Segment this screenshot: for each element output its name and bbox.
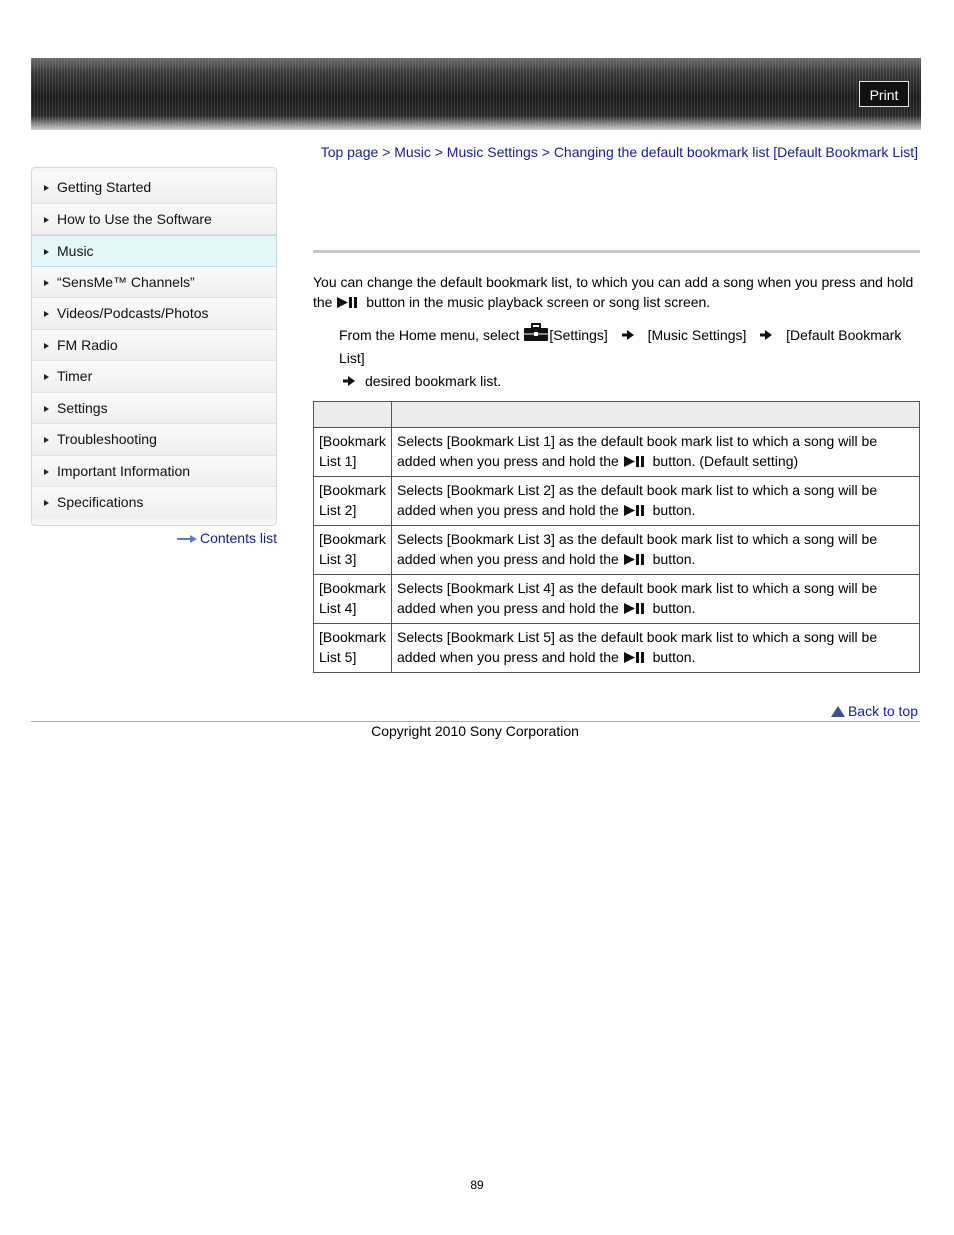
contents-arrow-icon (177, 535, 197, 543)
play-pause-icon (336, 296, 362, 309)
table-header-cell (314, 402, 392, 428)
back-to-top-link[interactable] (780, 703, 918, 719)
breadcrumb-separator: > (541, 144, 550, 160)
sidebar-item-label: How to Use the Software (57, 210, 212, 227)
sidebar-item-label: Videos/Podcasts/Photos (57, 305, 209, 321)
option-description-end: button. (652, 649, 696, 665)
triangle-bullet-icon (44, 249, 49, 255)
option-description-text: Selects [Bookmark List 2] as the default book mark list to which a song will be added when you press and hold the (397, 482, 878, 518)
sidebar-nav (31, 167, 277, 526)
option-name: [Bookmark List 4] (314, 575, 392, 624)
table-row (314, 624, 920, 673)
sidebar-item-label: Timer (57, 368, 93, 384)
table-header-cell (392, 402, 920, 428)
sidebar-item-getting-started[interactable] (32, 172, 276, 204)
title-divider (313, 250, 920, 253)
triangle-bullet-icon (44, 280, 49, 286)
contents-list-label: Contents list (199, 530, 277, 546)
copyright-text: Copyright 2010 Sony Corporation (371, 723, 579, 739)
sidebar-item-specifications[interactable] (32, 487, 276, 519)
option-name: [Bookmark List 2] (314, 477, 392, 526)
right-arrow-icon (622, 330, 634, 340)
table-header-row (314, 402, 920, 428)
option-description-end: button. (Default setting) (652, 453, 799, 469)
option-description (392, 624, 920, 673)
intro-text-2: button in the music playback screen or song list screen. (366, 294, 711, 310)
triangle-bullet-icon (44, 343, 49, 349)
sidebar-item-label: Music (57, 243, 94, 259)
option-description-text: Selects [Bookmark List 1] as the default book mark list to which a song will be added when you press and hold the (397, 433, 878, 469)
triangle-bullet-icon (44, 500, 49, 506)
play-pause-icon (623, 504, 649, 517)
sidebar-item-important-info[interactable] (32, 456, 276, 488)
triangle-bullet-icon (44, 469, 49, 475)
table-row (314, 477, 920, 526)
bookmark-options-table (313, 401, 920, 673)
header-banner (31, 58, 921, 130)
step-prefix: From the Home menu, select (339, 327, 520, 343)
sidebar-item-label: Troubleshooting (57, 431, 157, 447)
sidebar-item-label: “SensMe™ Channels” (57, 273, 195, 290)
option-description-end: button. (652, 502, 696, 518)
sidebar-item-sensme[interactable] (32, 267, 276, 299)
up-triangle-icon (831, 706, 845, 717)
triangle-bullet-icon (44, 374, 49, 380)
print-button[interactable]: Print (859, 81, 909, 107)
option-name: [Bookmark List 5] (314, 624, 392, 673)
play-pause-icon (623, 553, 649, 566)
breadcrumb-separator: > (434, 144, 443, 160)
option-description-text: Selects [Bookmark List 4] as the default book mark list to which a song will be added when you press and hold the (397, 580, 878, 616)
sidebar-item-settings[interactable] (32, 393, 276, 425)
option-description-end: button. (652, 600, 696, 616)
sidebar-item-label: Getting Started (57, 179, 152, 195)
contents-list-link[interactable] (170, 530, 277, 546)
option-description (392, 575, 920, 624)
option-description-text: Selects [Bookmark List 3] as the default book mark list to which a song will be added when you press and hold the (397, 531, 878, 567)
breadcrumb-music[interactable]: Music (394, 144, 431, 160)
step-default-bookmark: [Default Bookmark List] (339, 327, 902, 366)
triangle-bullet-icon (44, 311, 49, 317)
right-arrow-icon (343, 376, 355, 386)
breadcrumb-music-settings[interactable]: Music Settings (446, 144, 538, 160)
step-instructions (339, 323, 919, 393)
triangle-bullet-icon (44, 437, 49, 443)
breadcrumb-current[interactable]: Changing the default bookmark list [Default Bookmark List] (553, 144, 918, 160)
sidebar-item-music[interactable] (31, 235, 277, 267)
step-settings: [Settings] (549, 327, 608, 343)
triangle-bullet-icon (44, 185, 49, 191)
option-description (392, 526, 920, 575)
triangle-bullet-icon (44, 217, 49, 223)
play-pause-icon (623, 651, 649, 664)
breadcrumb-top-page[interactable]: Top page (320, 144, 379, 160)
page-number: 89 (470, 1178, 484, 1192)
option-description (392, 428, 920, 477)
option-description-end: button. (652, 551, 696, 567)
sidebar-item-fm-radio[interactable] (32, 330, 276, 362)
play-pause-icon (623, 602, 649, 615)
breadcrumb-separator: > (382, 144, 391, 160)
table-row (314, 526, 920, 575)
table-row (314, 575, 920, 624)
right-arrow-icon (760, 330, 772, 340)
sidebar-item-label: Important Information (57, 462, 191, 479)
option-description-text: Selects [Bookmark List 5] as the default book mark list to which a song will be added when you press and hold the (397, 629, 878, 665)
play-pause-icon (623, 455, 649, 468)
footer-divider (31, 721, 920, 722)
option-name: [Bookmark List 3] (314, 526, 392, 575)
toolbox-icon (523, 323, 549, 342)
sidebar-item-label: Specifications (57, 494, 144, 510)
back-to-top-label: Back to top (847, 703, 918, 719)
sidebar-item-timer[interactable] (32, 361, 276, 393)
sidebar-item-videos[interactable] (32, 298, 276, 330)
intro-paragraph (313, 272, 920, 312)
triangle-bullet-icon (44, 406, 49, 412)
sidebar-item-software[interactable] (32, 204, 276, 236)
step-music-settings: [Music Settings] (647, 327, 747, 343)
breadcrumb (313, 143, 918, 162)
table-row (314, 428, 920, 477)
sidebar-item-label: Settings (57, 399, 108, 416)
option-name: [Bookmark List 1] (314, 428, 392, 477)
sidebar-item-label: FM Radio (57, 336, 118, 353)
sidebar-item-troubleshooting[interactable] (32, 424, 276, 456)
option-description (392, 477, 920, 526)
step-final: desired bookmark list. (365, 373, 502, 389)
intro-text-1: You can change the default bookmark list, to which you can add a song when you press and hold the (313, 274, 914, 310)
